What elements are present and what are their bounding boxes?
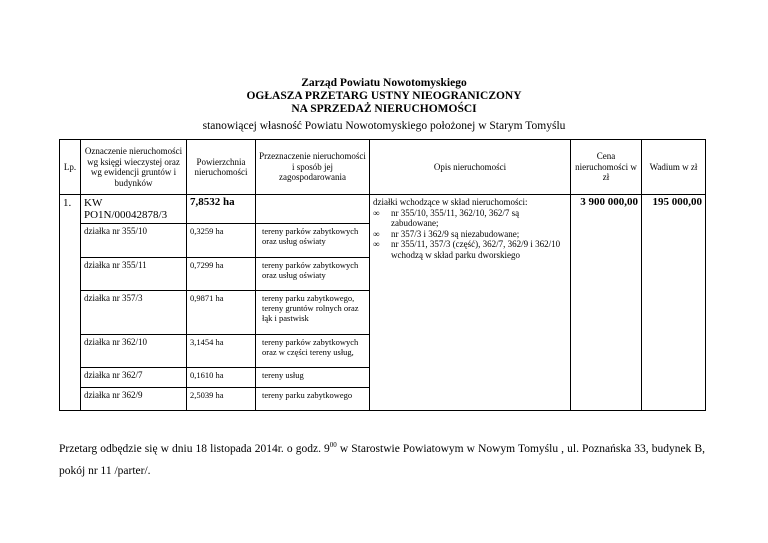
description-intro: działki wchodzące w skład nieruchomości:	[373, 197, 528, 207]
property-deposit: 195 000,00	[642, 195, 706, 411]
auction-notice-text: Przetarg odbędzie się w dniu 18 listopada 2014r. o godz. 9	[59, 442, 330, 455]
auction-notice-location: w Starostwie Powiatowym w Nowym Tomyślu , ul. Poznańska 33, budynek B, pokój nr 11 /parter/.	[59, 442, 705, 477]
land-register-number: KW PO1N/00042878/3	[81, 195, 187, 224]
auction-time-minutes: 00	[329, 441, 337, 449]
description-item: ∞ nr 357/3 i 362/9 są niezabudowane;	[373, 228, 520, 239]
parcel-purpose: tereny parków zabytkowych oraz usług oświaty	[256, 224, 370, 258]
announcement-subtitle: stanowiącej własność Powiatu Nowotomyskiego położonej w Starym Tomyślu	[202, 120, 566, 132]
announcement-header	[0, 77, 768, 116]
header-price: Cena nieruchomości w zł	[571, 140, 642, 195]
parcel-area: 0,7299 ha	[187, 258, 256, 291]
header-area: Powierzchnia nieruchomości	[187, 140, 256, 195]
parcel-area: 0,9871 ha	[187, 291, 256, 335]
parcel-area: 3,1454 ha	[187, 335, 256, 368]
total-area: 7,8532 ha	[187, 195, 256, 224]
parcel-purpose: tereny parku zabytkowego	[256, 388, 370, 411]
auction-notice	[59, 434, 705, 482]
parcel-name: działka nr 362/9	[81, 388, 187, 411]
parcel-purpose: tereny parków zabytkowych oraz usług oświaty	[256, 258, 370, 291]
property-price: 3 900 000,00	[571, 195, 642, 411]
bullet-icon: ∞	[373, 207, 380, 218]
parcel-name: działka nr 362/7	[81, 368, 187, 388]
parcel-area: 2,5039 ha	[187, 388, 256, 411]
header-description: Opis nieruchomości	[370, 140, 571, 195]
header-line-2: OGŁASZA PRZETARG USTNY NIEOGRANICZONY	[246, 90, 522, 102]
parcel-area: 0,1610 ha	[187, 368, 256, 388]
header-lp: Lp.	[60, 140, 81, 195]
property-description	[370, 195, 571, 411]
property-table	[59, 139, 706, 411]
parcel-name: działka nr 355/11	[81, 258, 187, 291]
parcel-name: działka nr 355/10	[81, 224, 187, 258]
main-purpose-cell	[256, 195, 370, 224]
description-item: ∞ nr 355/11, 357/3 (część), 362/7, 362/9 i 362/10 wchodzą w skład parku dworskiego	[373, 239, 561, 260]
parcel-area: 0,3259 ha	[187, 224, 256, 258]
description-list	[373, 208, 567, 261]
parcel-purpose: tereny parków zabytkowych oraz w części tereny usług,	[256, 335, 370, 368]
header-line-1: Zarząd Powiatu Nowotomyskiego	[301, 77, 467, 89]
row-number: 1.	[60, 195, 81, 411]
header-purpose: Przeznaczenie nieruchomości i sposób jej zagospodarowania	[256, 140, 370, 195]
header-deposit: Wadium w zł	[642, 140, 706, 195]
parcel-purpose: tereny usług	[256, 368, 370, 388]
bullet-icon: ∞	[373, 228, 380, 239]
table-row-main	[60, 195, 706, 224]
table-header-row	[60, 140, 706, 195]
bullet-icon: ∞	[373, 239, 380, 249]
parcel-name: działka nr 357/3	[81, 291, 187, 335]
parcel-purpose: tereny parku zabytkowego, tereny gruntów rolnych oraz łąk i pastwisk	[256, 291, 370, 335]
parcel-name: działka nr 362/10	[81, 335, 187, 368]
description-item: ∞ nr 355/10, 355/11, 362/10, 362/7 są zabudowane;	[373, 207, 520, 228]
header-line-3: NA SPRZEDAŻ NIERUCHOMOŚCI	[291, 103, 477, 115]
header-designation: Oznaczenie nieruchomości wg księgi wieczystej oraz wg ewidencji gruntów i budynków	[81, 140, 187, 195]
